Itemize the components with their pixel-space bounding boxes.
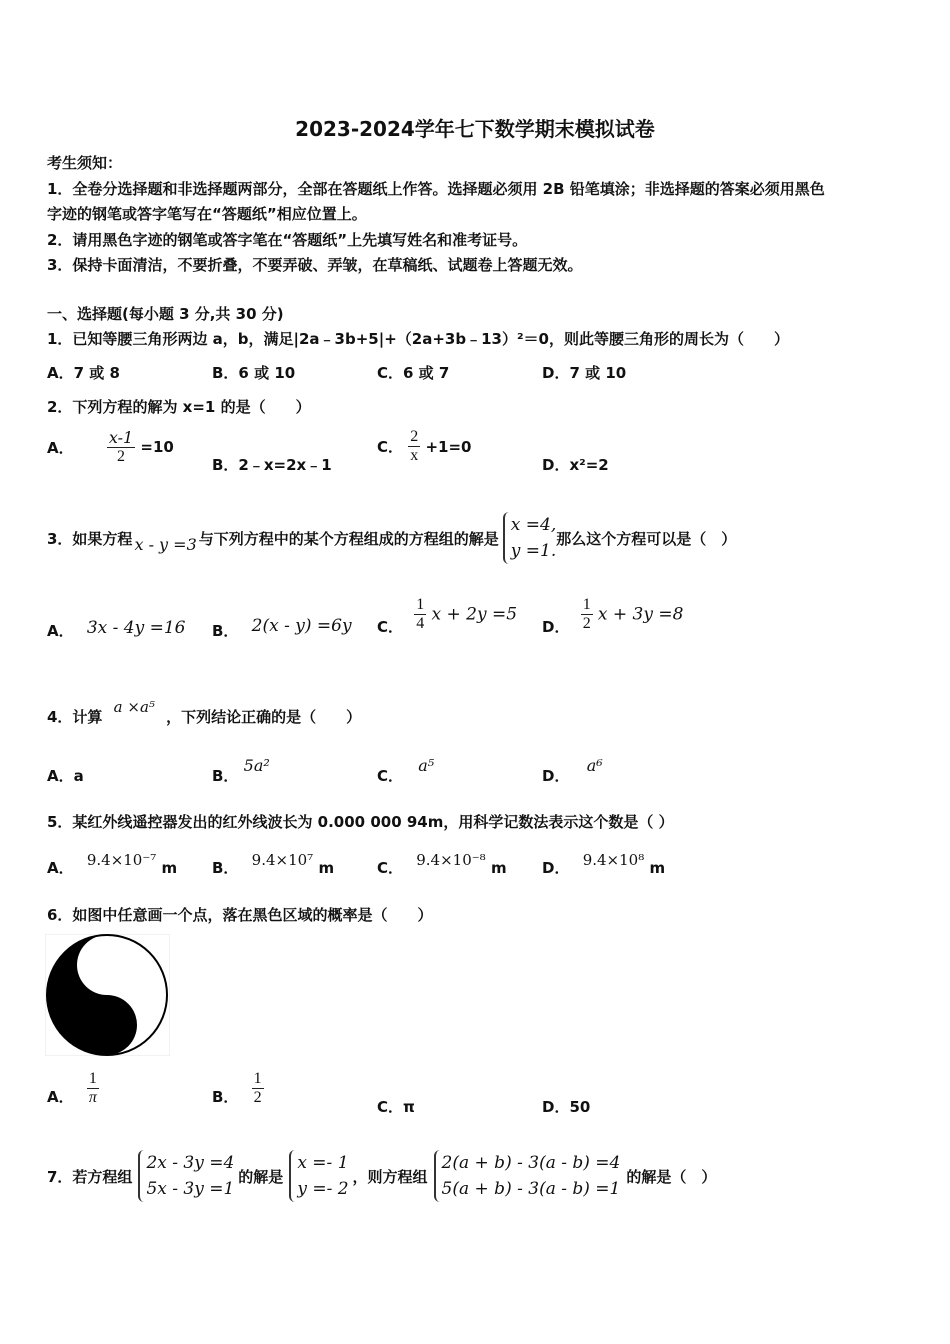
q5-a-value: 9.4×10⁻⁷ <box>86 851 157 869</box>
q1-option-b[interactable]: B．6 或 10 <box>212 364 296 382</box>
q3-d-tail: x + 3y =8 <box>597 604 684 625</box>
yang-black-dot <box>95 1013 119 1037</box>
q5-b-label: B． <box>212 859 239 877</box>
q2-a-numerator: x-1 <box>108 428 134 447</box>
q2-a-tail: =10 <box>140 438 174 456</box>
q3-solution-system <box>503 512 556 564</box>
q2-d-label: D． <box>542 456 570 474</box>
q6-b-numerator: 1 <box>253 1070 262 1087</box>
q6-a-denominator: π <box>88 1089 97 1106</box>
q4-c-expr: a⁵ <box>418 756 435 775</box>
q3-pre: 3．如果方程 <box>47 529 133 548</box>
q6-option-a[interactable] <box>47 1070 99 1107</box>
q7-sys3-line-1: 2(a + b) - 3(a - b) =4 <box>441 1153 621 1173</box>
q3-option-b[interactable] <box>212 616 352 641</box>
q6-a-fraction <box>87 1070 99 1107</box>
q6-a-label: A． <box>47 1088 74 1106</box>
q7-system-2 <box>289 1150 348 1202</box>
q4-b-expr: 5a² <box>243 756 270 775</box>
q1-option-a[interactable]: A．7 或 8 <box>47 364 120 382</box>
q3-d-numerator: 1 <box>582 596 591 613</box>
q6-b-label: B． <box>212 1088 239 1106</box>
q3-mid: 与下列方程中的某个方程组成的方程组的解是 <box>198 529 499 548</box>
q2-option-d[interactable] <box>542 454 609 475</box>
q2-option-c[interactable] <box>377 428 472 465</box>
q3-c-fraction <box>414 596 426 633</box>
q3-a-label: A． <box>47 622 74 640</box>
q6-a-numerator: 1 <box>88 1070 97 1087</box>
q3-d-label: D． <box>542 618 570 636</box>
q2-a-denominator: 2 <box>107 447 135 466</box>
q3-sys-line-2: y =1. <box>510 541 557 561</box>
q2-c-fraction <box>408 428 420 465</box>
q6-option-b[interactable] <box>212 1070 264 1107</box>
q2-a-fraction <box>107 428 135 466</box>
q4-pre: 4．计算 <box>47 708 103 726</box>
question-3-text <box>47 512 736 564</box>
notice-line-2: 2．请用黑色字迹的钢笔或答字笔在“答题纸”上先填写姓名和准考证号。 <box>47 231 528 249</box>
q5-b-value: 9.4×10⁷ <box>251 851 314 869</box>
q5-a-unit: m <box>161 859 178 877</box>
q2-c-tail: +1=0 <box>425 437 472 456</box>
q3-equation: x - y =3 <box>134 534 197 554</box>
q3-a-expr: 3x - 4y =16 <box>86 618 186 638</box>
q5-option-d[interactable] <box>542 851 666 878</box>
notice-line-1: 1．全卷分选择题和非选择题两部分，全部在答题纸上作答。选择题必须用 2B 铅笔填涂；非选择题的答案必须用黑色 <box>47 180 825 198</box>
q4-post: ，下列结论正确的是（ ） <box>166 708 362 726</box>
q3-c-denominator: 4 <box>416 615 425 632</box>
q5-option-b[interactable] <box>212 851 335 878</box>
q7-sys2-line-2: y =- 2 <box>297 1179 349 1199</box>
q6-b-fraction <box>252 1070 264 1107</box>
q3-option-d[interactable] <box>542 596 684 636</box>
q5-b-unit: m <box>318 859 335 877</box>
q3-post: 那么这个方程可以是（ ） <box>556 529 737 548</box>
section-heading: 一、选择题(每小题 3 分,共 30 分) <box>47 305 284 323</box>
q2-d-text: x²=2 <box>569 456 609 474</box>
q1-option-d[interactable]: D．7 或 10 <box>542 364 627 382</box>
q5-d-unit: m <box>649 859 666 877</box>
q2-option-b[interactable]: B．2﹣x=2x﹣1 <box>212 456 332 474</box>
q2-c-numerator: 2 <box>410 428 419 445</box>
q7-sys1-line-2: 5x - 3y =1 <box>146 1179 235 1199</box>
yin-yang-figure <box>45 934 170 1056</box>
notice-line-3: 3．保持卡面清洁，不要折叠，不要弄破、弄皱，在草稿纸、试题卷上答题无效。 <box>47 256 583 274</box>
question-2-text: 2．下列方程的解为 x=1 的是（ ） <box>47 398 311 416</box>
q3-c-tail: x + 2y =5 <box>431 604 518 625</box>
q3-option-a[interactable] <box>47 620 186 641</box>
q7-pre: 7．若方程组 <box>47 1167 133 1186</box>
q3-option-c[interactable] <box>377 596 518 636</box>
q2-option-a[interactable] <box>47 428 174 466</box>
question-6-text: 6．如图中任意画一个点，落在黑色区域的概率是（ ） <box>47 906 433 924</box>
question-1-text: 1．已知等腰三角形两边 a，b，满足|2a﹣3b+5|+（2a+3b﹣13）²＝0，则此等腰三角形的周长为（ ） <box>47 330 789 348</box>
question-4-text <box>47 698 362 727</box>
q4-option-b[interactable] <box>212 756 270 786</box>
q7-mid-2: ，则方程组 <box>352 1167 428 1186</box>
q6-option-d[interactable]: D．50 <box>542 1098 591 1116</box>
q7-sys2-line-1: x =- 1 <box>297 1153 349 1173</box>
q5-d-value: 9.4×10⁸ <box>582 851 645 869</box>
q7-sys3-line-2: 5(a + b) - 3(a - b) =1 <box>441 1179 621 1199</box>
q4-option-c[interactable] <box>377 756 435 786</box>
q3-d-fraction <box>581 596 593 633</box>
q3-d-denominator: 2 <box>582 615 591 632</box>
q5-option-a[interactable] <box>47 851 178 878</box>
q4-c-label: C． <box>377 767 404 785</box>
q4-d-label: D． <box>542 767 570 785</box>
q7-mid-1: 的解是 <box>238 1167 284 1186</box>
q6-b-denominator: 2 <box>253 1089 262 1106</box>
q5-option-c[interactable] <box>377 851 507 878</box>
notice-line-1b: 字迹的钢笔或答字笔写在“答题纸”相应位置上。 <box>47 205 367 223</box>
q7-post: 的解是（ ） <box>626 1167 717 1186</box>
q4-d-expr: a⁶ <box>586 756 603 775</box>
q2-a-label: A． <box>47 438 74 457</box>
q2-c-label: C． <box>377 438 404 456</box>
q4-option-a[interactable]: A．a <box>47 767 84 785</box>
q5-c-value: 9.4×10⁻⁸ <box>416 851 486 869</box>
notice-heading: 考生须知： <box>47 154 123 172</box>
q3-b-expr: 2(x - y) =6y <box>251 616 352 636</box>
q5-c-label: C． <box>377 859 404 877</box>
q3-b-label: B． <box>212 622 239 640</box>
q5-a-label: A． <box>47 859 74 877</box>
q5-c-unit: m <box>490 859 507 877</box>
question-7-text <box>47 1150 716 1202</box>
q4-option-d[interactable] <box>542 756 603 786</box>
q7-sys1-line-1: 2x - 3y =4 <box>146 1153 235 1173</box>
q7-system-3 <box>434 1150 621 1202</box>
q5-d-label: D． <box>542 859 570 877</box>
q3-c-label: C． <box>377 618 404 636</box>
q1-option-c[interactable]: C．6 或 7 <box>377 364 450 382</box>
q6-option-c[interactable]: C．π <box>377 1098 415 1116</box>
q3-sys-line-1: x =4, <box>510 515 557 535</box>
yin-white-dot <box>95 953 119 977</box>
page-title: 2023-2024学年七下数学期末模拟试卷 <box>295 117 655 141</box>
q7-system-1 <box>138 1150 234 1202</box>
q2-c-denominator: x <box>410 447 419 464</box>
q4-expression: a ×a⁵ <box>113 698 155 716</box>
q4-b-label: B． <box>212 767 239 785</box>
q3-c-numerator: 1 <box>416 596 425 613</box>
question-5-text: 5．某红外线遥控器发出的红外线波长为 0.000 000 94m，用科学记数法表示这个数是（ ） <box>47 813 674 831</box>
